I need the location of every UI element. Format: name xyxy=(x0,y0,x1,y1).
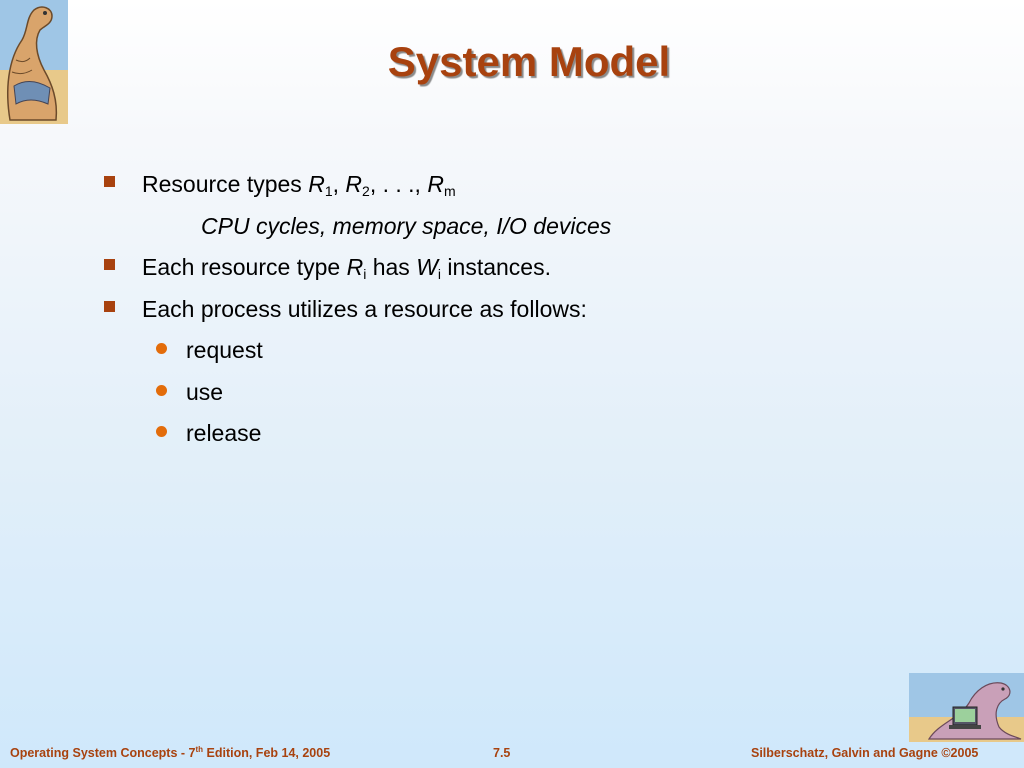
variable-w: W xyxy=(416,254,438,280)
separator: , xyxy=(332,171,346,197)
bullet-text-prefix: Resource types xyxy=(142,171,309,197)
sub-bullet-text: request xyxy=(186,337,263,363)
variable-r: R xyxy=(427,171,444,197)
round-bullet-icon xyxy=(156,343,167,354)
example-text: CPU cycles, memory space, I/O devices xyxy=(201,212,612,239)
has-text: has xyxy=(366,254,417,280)
subscript-1: 1 xyxy=(324,183,333,199)
page-number: 7.5 xyxy=(493,746,511,760)
subscript-i: i xyxy=(437,266,442,282)
square-bullet-icon xyxy=(104,259,115,270)
subscript-i: i xyxy=(363,266,367,282)
page-title: System Model xyxy=(387,38,671,85)
square-bullet-icon xyxy=(104,301,115,312)
footer-text: Operating System Concepts - 7 xyxy=(10,746,196,760)
footer-text: Edition, Feb 14, 2005 xyxy=(203,746,331,760)
bullet-text xyxy=(142,247,551,289)
square-bullet-icon xyxy=(104,176,115,187)
ellipsis-separator: , . . ., xyxy=(369,171,428,197)
sub-bullet-text: release xyxy=(186,420,262,446)
variable-r: R xyxy=(346,254,364,280)
variable-r: R xyxy=(308,171,325,197)
bullet-text-suffix: instances. xyxy=(441,254,551,280)
round-bullet-icon xyxy=(156,385,167,396)
footer-authors: Silberschatz, Galvin and Gagne ©2005 xyxy=(751,746,979,760)
dinosaur-laptop-icon xyxy=(909,673,1024,742)
footer-superscript: th xyxy=(195,745,204,754)
subscript-m: m xyxy=(443,183,456,199)
round-bullet-icon xyxy=(156,426,167,437)
sub-bullet-text: use xyxy=(186,378,224,405)
footer-book-title xyxy=(10,746,330,760)
bullet-text-prefix: Each resource type xyxy=(142,254,347,280)
variable-r: R xyxy=(345,171,363,197)
bullet-text: Each process utilizes a resource as follows: xyxy=(142,295,587,322)
bullet-text xyxy=(142,164,456,206)
subscript-2: 2 xyxy=(362,183,370,199)
